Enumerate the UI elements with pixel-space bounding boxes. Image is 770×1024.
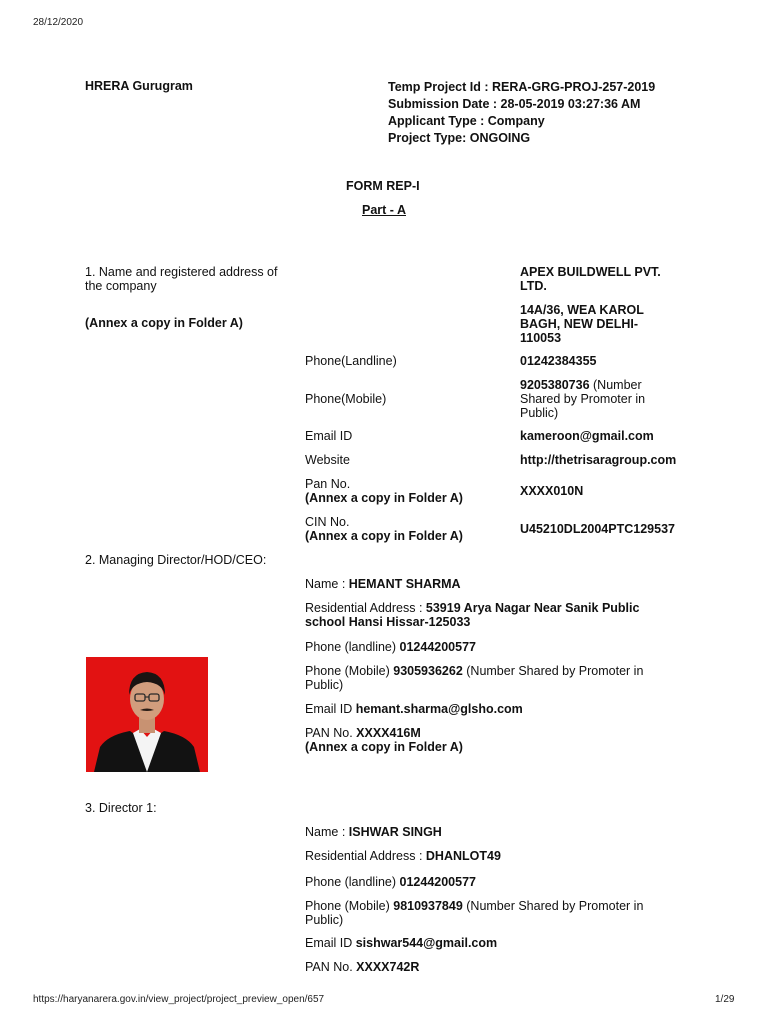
- authority-name: HRERA Gurugram: [85, 79, 193, 93]
- md-email-label: Email ID: [305, 702, 356, 716]
- md-address-line1: 53919 Arya Nagar Near Sanik Public: [425, 601, 640, 615]
- director1-section-label: 3. Director 1:: [85, 801, 157, 815]
- company-cin-annex: (Annex a copy in Folder A): [305, 529, 463, 543]
- md-mobile-row: [305, 664, 643, 692]
- md-email: hemant.sharma@glsho.com: [355, 702, 523, 716]
- md-mobile-label: Phone (Mobile): [305, 664, 394, 678]
- md-landline-row: [305, 640, 476, 654]
- company-pan-label-block: [305, 477, 463, 505]
- md-pan-annex: (Annex a copy in Folder A): [305, 740, 463, 754]
- director1-email-row: [305, 936, 497, 950]
- md-landline: 01244200577: [399, 640, 476, 654]
- director1-address-row: [305, 849, 501, 863]
- director1-landline-row: [305, 875, 476, 889]
- director1-landline-label: Phone (landline): [305, 875, 400, 889]
- director1-mobile: 9810937849: [393, 899, 463, 913]
- applicant-type: Applicant Type : Company: [388, 114, 545, 128]
- company-mobile: 9205380736: [520, 378, 590, 392]
- director1-mobile-row: [305, 899, 643, 927]
- md-name: HEMANT SHARMA: [348, 577, 461, 591]
- company-pan-annex: (Annex a copy in Folder A): [305, 491, 463, 505]
- company-pan: XXXX010N: [520, 484, 584, 498]
- company-landline-label: Phone(Landline): [305, 354, 397, 368]
- company-mobile-note: (Number: [593, 378, 642, 392]
- director1-address: DHANLOT49: [425, 849, 501, 863]
- company-name: [520, 265, 661, 293]
- company-email: kameroon@gmail.com: [520, 429, 654, 443]
- company-website: http://thetrisaragroup.com: [520, 453, 677, 467]
- company-mobile-label: Phone(Mobile): [305, 392, 387, 406]
- company-mobile-note-line3: Public): [520, 406, 559, 420]
- company-name-line2: LTD.: [520, 279, 547, 293]
- md-name-row: [305, 577, 461, 591]
- md-section-label: 2. Managing Director/HOD/CEO:: [85, 553, 267, 567]
- company-name-line1: APEX BUILDWELL PVT.: [520, 265, 661, 279]
- company-section-label-line1: 1. Name and registered address of: [85, 265, 278, 279]
- md-portrait-image: [86, 657, 208, 772]
- md-address-label: Residential Address :: [305, 601, 426, 615]
- md-pan-row: [305, 726, 463, 754]
- print-url: https://haryanarera.gov.in/view_project/project_preview_open/657: [33, 994, 325, 1005]
- submission-date: Submission Date : 28-05-2019 03:27:36 AM: [388, 97, 641, 111]
- company-address-line2: BAGH, NEW DELHI-: [520, 317, 639, 331]
- md-mobile-note: (Number Shared by Promoter in: [462, 664, 644, 678]
- director1-name: ISHWAR SINGH: [348, 825, 442, 839]
- md-photo: [86, 657, 208, 772]
- company-cin-label: CIN No.: [305, 515, 350, 529]
- director1-email-label: Email ID: [305, 936, 356, 950]
- page-number: 1/29: [715, 994, 735, 1005]
- md-email-row: [305, 702, 523, 716]
- company-mobile-block: [520, 378, 645, 420]
- company-section-label-line2: the company: [85, 279, 157, 293]
- temp-project-id: Temp Project Id : RERA-GRG-PROJ-257-2019: [388, 80, 656, 94]
- company-address-line1: 14A/36, WEA KAROL: [520, 303, 644, 317]
- director1-address-label: Residential Address :: [305, 849, 426, 863]
- director1-landline: 01244200577: [399, 875, 476, 889]
- company-annex-note: (Annex a copy in Folder A): [85, 316, 243, 330]
- form-part: Part - A: [362, 203, 406, 217]
- director1-email: sishwar544@gmail.com: [355, 936, 498, 950]
- company-address-line3: 110053: [520, 331, 562, 345]
- company-cin-label-block: [305, 515, 463, 543]
- company-cin: U45210DL2004PTC129537: [520, 522, 675, 536]
- md-address-row: [305, 601, 639, 629]
- form-title: FORM REP-I: [346, 179, 420, 193]
- director1-pan: XXXX742R: [356, 960, 420, 974]
- md-pan: XXXX416M: [356, 726, 421, 740]
- project-type: Project Type: ONGOING: [388, 131, 531, 145]
- md-mobile-note-line2: Public): [305, 678, 344, 692]
- md-name-label: Name :: [305, 577, 349, 591]
- company-email-label: Email ID: [305, 429, 353, 443]
- director1-mobile-label: Phone (Mobile): [305, 899, 394, 913]
- director1-name-label: Name :: [305, 825, 349, 839]
- director1-mobile-note: (Number Shared by Promoter in: [462, 899, 644, 913]
- md-mobile: 9305936262: [393, 664, 463, 678]
- company-pan-label: Pan No.: [305, 477, 351, 491]
- md-landline-label: Phone (landline): [305, 640, 400, 654]
- director1-mobile-note-line2: Public): [305, 913, 344, 927]
- company-landline: 01242384355: [520, 354, 597, 368]
- company-address: [520, 303, 644, 345]
- company-section-label: [85, 265, 277, 293]
- company-mobile-note-line2: Shared by Promoter in: [520, 392, 646, 406]
- print-date: 28/12/2020: [33, 17, 84, 28]
- project-meta: [388, 79, 655, 147]
- md-pan-label: PAN No.: [305, 726, 357, 740]
- director1-pan-label: PAN No.: [305, 960, 357, 974]
- director1-pan-row: [305, 960, 419, 974]
- director1-name-row: [305, 825, 442, 839]
- md-address-line2: school Hansi Hissar-125033: [305, 615, 471, 629]
- company-website-label: Website: [305, 453, 350, 467]
